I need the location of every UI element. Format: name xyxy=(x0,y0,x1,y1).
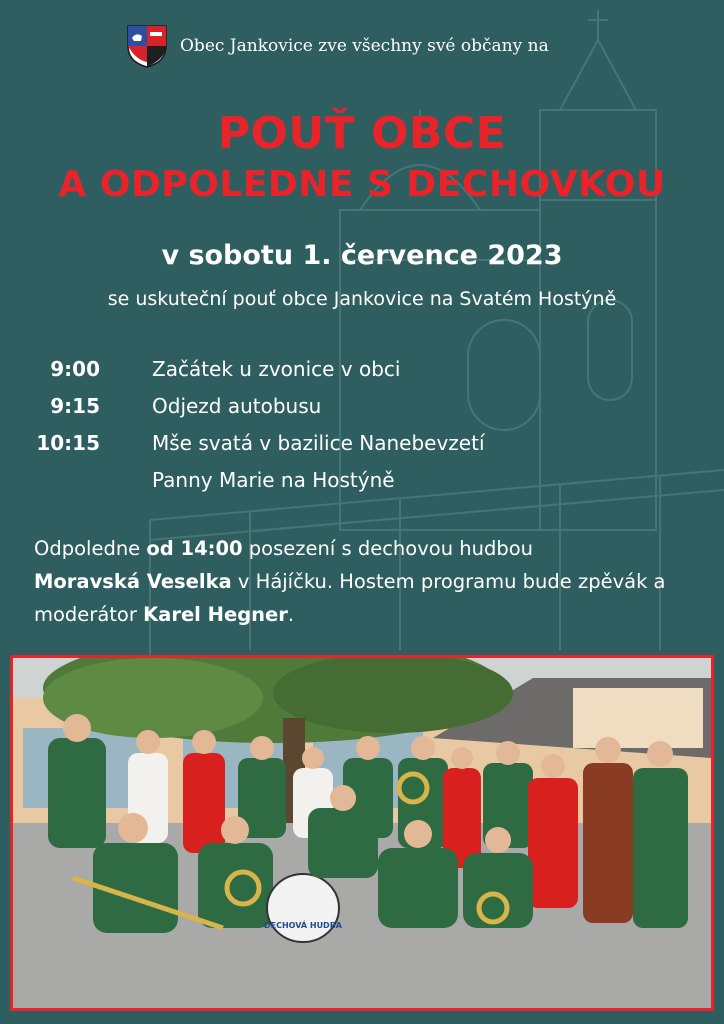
schedule-row xyxy=(30,424,670,461)
afternoon-text: v Hájíčku. Hostem programu bude zpěvák a moderátor xyxy=(34,570,666,626)
guest-name: Karel Hegner xyxy=(143,603,288,626)
schedule-text: Začátek u zvonice v obci xyxy=(152,356,401,381)
coat-of-arms-icon xyxy=(126,24,168,68)
schedule-row xyxy=(30,350,670,387)
band-photo-illustration xyxy=(13,658,711,1008)
schedule-row xyxy=(30,387,670,424)
schedule-time: 10:15 xyxy=(36,430,100,455)
schedule-text: Odjezd autobusu xyxy=(152,393,322,418)
afternoon-text: posezení s dechovou hudbou xyxy=(242,537,534,560)
title-line-2: A ODPOLEDNE S DECHOVKOU xyxy=(58,164,666,205)
afternoon-text: . xyxy=(287,603,295,626)
afternoon-time: od 14:00 xyxy=(146,537,243,560)
schedule-time: 9:00 xyxy=(50,356,100,381)
schedule-time: 9:15 xyxy=(50,393,100,418)
header xyxy=(126,24,549,68)
schedule-text: Mše svatá v bazilice Nanebevzetí xyxy=(152,430,485,455)
event-date: v sobotu 1. července 2023 xyxy=(161,240,563,271)
drum-label: DECHOVÁ HUDBA xyxy=(263,921,343,930)
schedule-text: Panny Marie na Hostýně xyxy=(152,467,395,492)
title-line-1: POUŤ OBCE xyxy=(217,108,507,159)
schedule-row xyxy=(30,461,670,498)
band-name: Moravská Veselka xyxy=(34,570,232,593)
afternoon-text: Odpoledne xyxy=(34,537,147,560)
event-subtitle: se uskuteční pouť obce Jankovice na Svatém Hostýně xyxy=(107,288,617,310)
afternoon-paragraph xyxy=(34,532,694,631)
schedule xyxy=(30,350,670,498)
intro-text: Obec Jankovice zve všechny své občany na xyxy=(180,36,549,56)
band-photo xyxy=(10,655,714,1011)
